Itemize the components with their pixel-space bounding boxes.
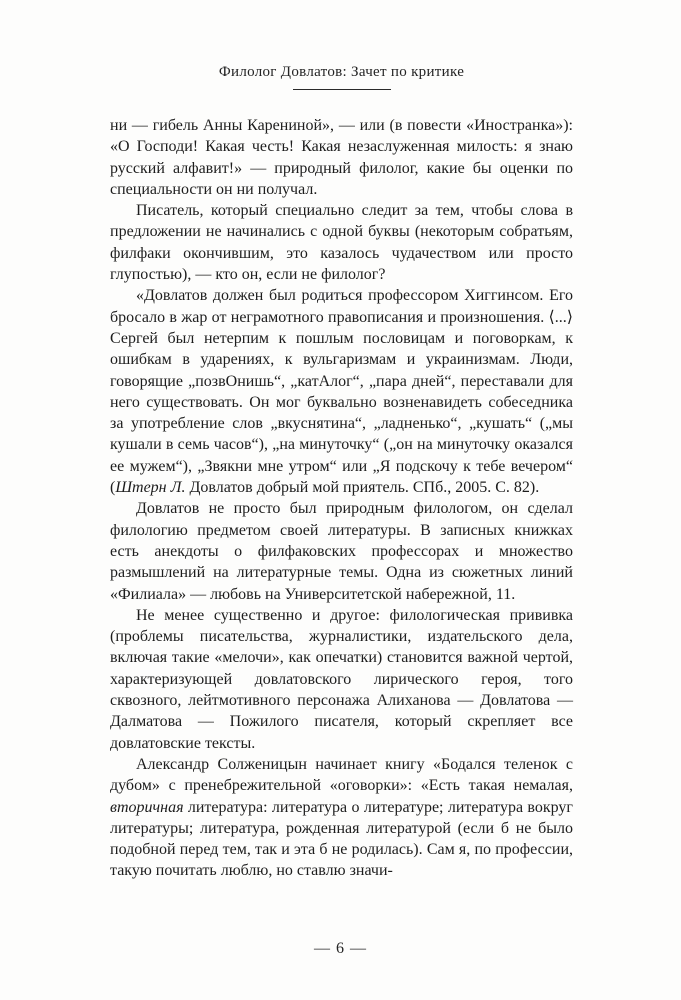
header-divider (293, 89, 391, 90)
text-run: Александр Солженицын начинает книгу «Бодался теленок с дубом» с пренебрежительной «оговорки»: «Есть такая немалая, (110, 755, 573, 795)
page-header (110, 64, 573, 90)
text-run: Довлатов не просто был природным филологом, он сделал филологию предметом своей литературы. В записных книжках есть анекдоты о филфаковских профессорах и множество размышлений на литературные темы. Одна из сюжетных линий «Филиала» — любовь на Университетской набережной, 11. (110, 500, 573, 603)
italic-text-run: вторичная (110, 798, 184, 816)
paragraph (110, 754, 573, 882)
text-run: «Довлатов должен был родиться профессором Хиггинсом. Его бросало в жар от неграмотного правописания и произношения. ⟨...⟩ Сергей был нетерпим к пошлым пословицам и поговоркам, к ошибкам в ударениях, к вульгаризмам и украинизмам. Люди, говорящие „позвОнишь“, „катАлог“, „пара дней“, переставали для него существовать. Он мог буквально возненавидеть собеседника за употребление слов „вкуснятина“, „ладненько“, „кушать“ („мы кушали в семь часов“), „на минуточку“ („он на минуточку оказался ее мужем“), „Звякни мне утром“ или „Я подскочу к тебе вечером“ ( (110, 287, 573, 497)
page-footer (0, 940, 681, 958)
italic-text-run: Штерн Л. (115, 479, 186, 497)
page-number: — 6 — (314, 940, 367, 957)
text-run: Не менее существенно и другое: филологическая прививка (проблемы писательства, журналистики, издательского дела, включая такие «мелочи», как опечатки) становится важной чертой, характеризующей довлатовского лирического героя, того сквозного, лейтмотивного персонажа Алиханова — Довлатова — Далматова — Пожилого писателя, который скрепляет все довлатовские тексты. (110, 606, 573, 752)
page-body (110, 115, 573, 882)
text-run: Довлатов добрый мой приятель. СПб., 2005. С. 82). (185, 479, 540, 497)
paragraph (110, 200, 573, 285)
text-run: Писатель, который специально следит за тем, чтобы слова в предложении не начинались с одной буквы (некоторым собратьям, филфаки окончившим, это казалось чудачеством или просто глупостью), — кто он, если не филолог? (110, 202, 573, 284)
running-title: Филолог Довлатов: Зачет по критике (218, 64, 465, 80)
paragraph (110, 115, 573, 200)
text-run: литература: литература о литературе; литература вокруг литературы; литература, рожденная литературой (если б не было подобной перед тем, так и эта б не родилась). Сам я, по профессии, такую почитать люблю, но ставлю значи- (110, 798, 573, 880)
paragraph (110, 498, 573, 604)
paragraph (110, 605, 573, 754)
text-run: ни — гибель Анны Карениной», — или (в повести «Иностранка»): «О Господи! Какая честь! Какая незаслуженная милость: я знаю русский алфавит!» — природный филолог, какие бы оценки по специальности он ни получал. (110, 117, 573, 198)
paragraph (110, 285, 573, 498)
